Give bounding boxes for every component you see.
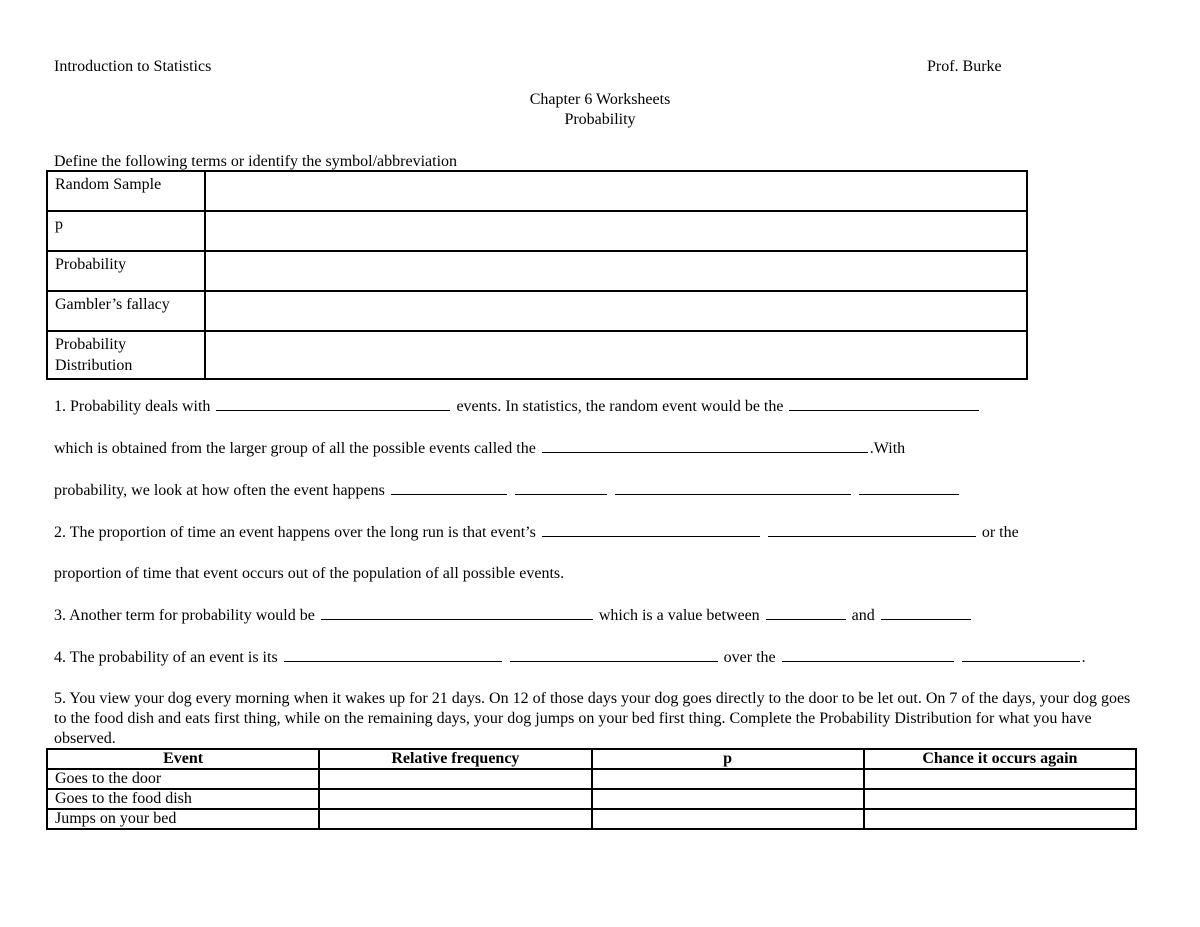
chance-cell[interactable] [864,789,1136,809]
relative-frequency-cell[interactable] [319,789,591,809]
term-label: Random Sample [47,171,205,211]
answer-blank[interactable] [859,480,959,495]
relative-frequency-cell[interactable] [319,809,591,829]
table-header-row [47,749,1136,769]
answer-blank[interactable] [542,522,760,537]
term-row [47,251,1027,291]
answer-blank[interactable] [510,647,718,662]
question-text: probability, we look at how often the event happens [54,482,385,499]
worksheet-title: Chapter 6 Worksheets [529,91,671,108]
event-cell: Goes to the food dish [47,789,319,809]
answer-blank[interactable] [962,647,1080,662]
answer-blank[interactable] [768,522,976,537]
term-label: Probability [47,251,205,291]
column-header-chance: Chance it occurs again [864,749,1136,769]
question-3 [54,605,973,626]
term-label: Gambler’s fallacy [47,291,205,331]
question-text: and [851,607,875,624]
table-row [47,789,1136,809]
p-cell[interactable] [592,809,864,829]
chance-cell[interactable] [864,809,1136,829]
term-row [47,211,1027,251]
course-name: Introduction to Statistics [54,58,212,75]
question-1-line-3 [54,480,961,501]
question-text: 2. The proportion of time an event happens over the long run is that event’s [54,524,536,541]
term-row [47,291,1027,331]
probability-distribution-table [46,748,1137,830]
column-header-relative-frequency: Relative frequency [319,749,591,769]
answer-blank[interactable] [284,647,502,662]
worksheet-subtitle: Probability [564,111,636,128]
question-text: which is a value between [598,607,760,624]
term-row [47,331,1027,379]
term-row [47,171,1027,211]
answer-blank[interactable] [789,396,979,411]
question-2-line-1 [54,522,1019,543]
question-text: events. In statistics, the random event would be the [456,398,784,415]
term-label: p [47,211,205,251]
terms-table [46,170,1028,380]
question-1-line-1 [54,396,981,417]
answer-blank[interactable] [515,480,607,495]
p-cell[interactable] [592,769,864,789]
event-cell: Jumps on your bed [47,809,319,829]
term-answer-cell[interactable] [205,331,1027,379]
table-row [47,769,1136,789]
answer-blank[interactable] [615,480,851,495]
question-text: or the [981,524,1019,541]
chance-cell[interactable] [864,769,1136,789]
answer-blank[interactable] [321,605,593,620]
question-text: . [1081,649,1086,666]
question-text: .With [869,440,906,457]
question-1-line-2 [54,438,905,459]
term-answer-cell[interactable] [205,211,1027,251]
table-row [47,809,1136,829]
question-4 [54,647,1086,668]
terms-instructions: Define the following terms or identify the symbol/abbreviation [54,153,458,170]
column-header-event: Event [47,749,319,769]
term-answer-cell[interactable] [205,251,1027,291]
answer-blank[interactable] [782,647,954,662]
answer-blank[interactable] [542,438,868,453]
question-5: 5. You view your dog every morning when it wakes up for 21 days. On 12 of those days your dog goes directly to the door to be let out. On 7 of the days, your dog goes to the food dish and eats first thing, while on the remaining days, your dog jumps on your bed first thing. Complete the Probability Distribution for what you have observed. [54,690,1131,747]
answer-blank[interactable] [766,605,846,620]
term-answer-cell[interactable] [205,171,1027,211]
relative-frequency-cell[interactable] [319,769,591,789]
answer-blank[interactable] [391,480,507,495]
question-text: which is obtained from the larger group of all the possible events called the [54,440,536,457]
question-text: 3. Another term for probability would be [54,607,315,624]
event-cell: Goes to the door [47,769,319,789]
p-cell[interactable] [592,789,864,809]
column-header-p: p [592,749,864,769]
question-text: over the [723,649,776,666]
question-2-line-2: proportion of time that event occurs out of the population of all possible events. [54,565,565,582]
question-text: 1. Probability deals with [54,398,211,415]
term-answer-cell[interactable] [205,291,1027,331]
question-text: 4. The probability of an event is its [54,649,278,666]
professor-name: Prof. Burke [927,58,1002,75]
term-label: Probability Distribution [47,331,205,379]
answer-blank[interactable] [881,605,971,620]
answer-blank[interactable] [216,396,450,411]
